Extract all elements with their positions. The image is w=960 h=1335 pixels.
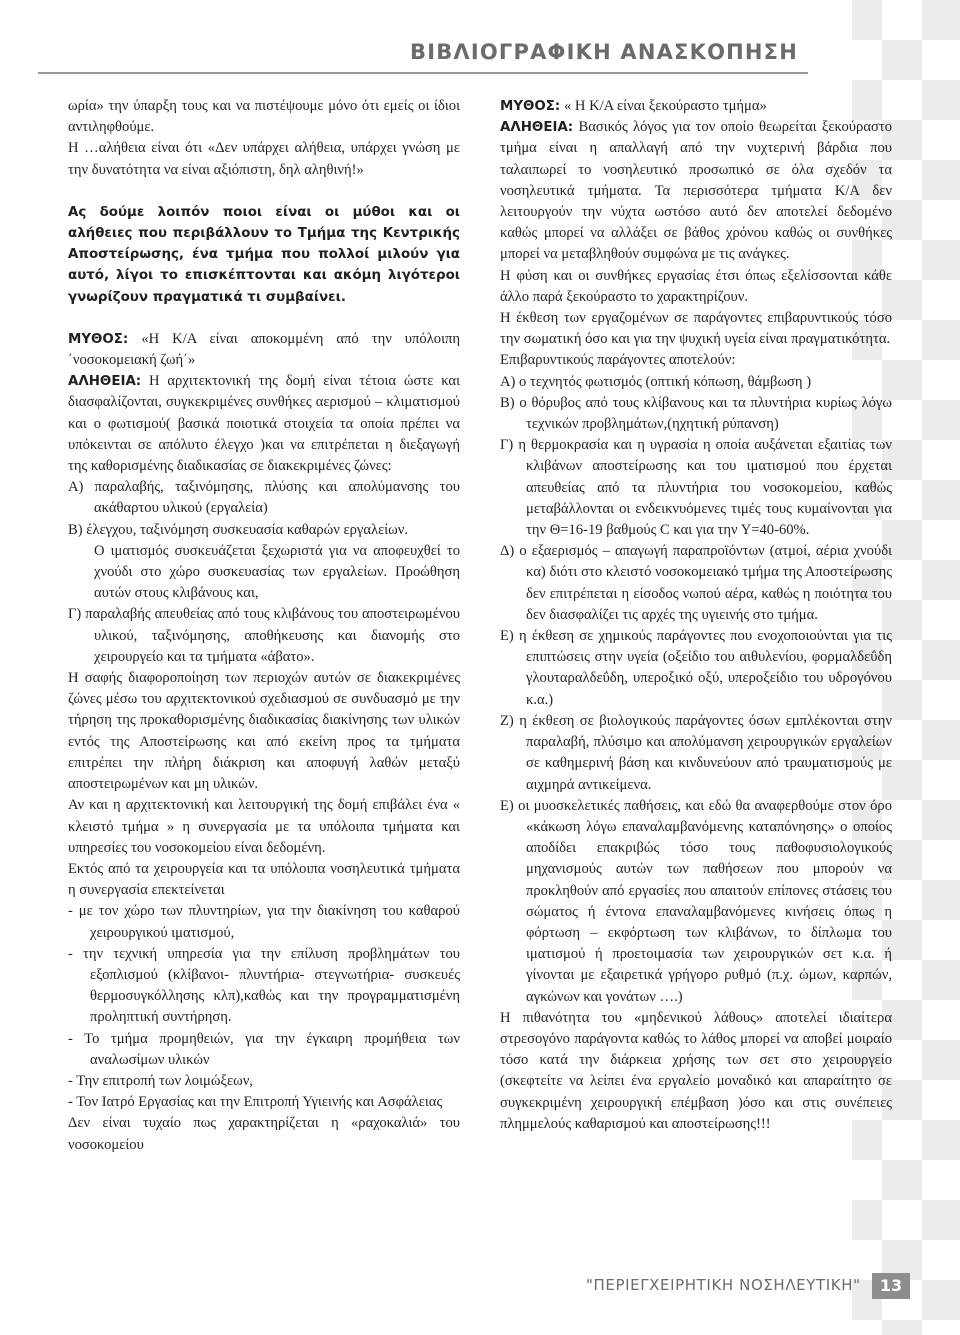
dash-item: - Το τμήμα προμηθειών, για την έγκαιρη προμήθεια των αναλωσίμων υλικών [68, 1030, 460, 1068]
list-item: Ε) οι μυοσκελετικές παθήσεις, και εδώ θα αναφερθούμε στον όρο «κάκωση λόγω επαναλαμβανόμενης καταπόνησης» ο οποίος αποδίδει επακριβώς τόσο τους παθοφυσιολογικούς μηχανισμούς αυτών των παθήσεων που μπορούν να προκληθούν από εργασίες που απαιτούν επίπονες στάσεις του σώματος ή έντονα επαναλαμβανόμενες κινήσεις όπως η φόρτωση – εκφόρτωση των κλιβάνων, το δίπλωμα του ιματισμού ή προετοιμασία των χειρουργικών σετ κ.α. ή γίνονται με εξαιρετικά γρήγορο ρυθμό (π.χ. ώμων, καρπών, αγκώνων και γονάτων ….) [500, 797, 892, 1005]
truth-text: Η αρχιτεκτονική της δομή είναι τέτοια ώστε και διασφαλίζονται, συγκεκριμένες συνθήκες αερισμού – κλιματισμού και ο φωτισμού( βασικά ποιοτικά στοιχεία τα οποία πρέπει να υπόκεινται σε απόλυτο έλεγχο )και να επιτρέπεται η διεξαγωγή της καθορισμένης διαδικασίας σε διακεκριμένες ζώνες: [68, 373, 460, 475]
section-title: ΒΙΒΛΙΟΓΡΑΦΙΚΗ ΑΝΑΣΚΟΠΗΣΗ [409, 40, 798, 64]
decor-square [882, 1320, 922, 1335]
decor-square [852, 1200, 882, 1240]
paragraph: Δεν είναι τυχαίο πως χαρακτηρίζεται η «ραχοκαλιά» του νοσοκομείου [68, 1115, 460, 1153]
decor-square [922, 960, 960, 1000]
decor-square [922, 560, 960, 600]
lead-paragraph: Ας δούμε λοιπόν ποιοι είναι οι μύθοι και οι αλήθειες που περιβάλλουν το Τμήμα της Κεντρικής Αποστείρωσης, ένα τμήμα που πολλοί μιλούν για αυτό, λίγοι το επισκέπτονται και ακόμη λιγότεροι γνωρίζουν πραγματικά τι συμβαίνει. [68, 204, 460, 305]
decor-square [922, 720, 960, 760]
list-item: Ζ) η έκθεση σε βιολογικούς παράγοντες όσων εμπλέκονται στην παραλαβή, πλύσιμο και απολύμανση χειρουργικών εργαλείων σε καθημερινή βάση και κινδυνεύουν από τραυματισμούς με αιχμηρά αντικείμενα. [500, 712, 892, 793]
myth-label: ΜΥΘΟΣ: [500, 99, 561, 114]
list-item: Α) παραλαβής, ταξινόμησης, πλύσης και απολύμανσης του ακάθαρτου υλικού (εργαλεία) [68, 479, 460, 517]
truth-label: ΑΛΗΘΕΙΑ: [500, 120, 574, 136]
decor-square [882, 1160, 922, 1200]
decor-square [852, 0, 882, 40]
paragraph: Αν και η αρχιτεκτονική και λειτουργική της δομή επιβάλει ένα « κλειστό τμήμα » η συνεργασία με τα υπόλοιπα τμήματα και υπηρεσίες του νοσοκομείου είναι δεδομένη. [68, 797, 460, 856]
dash-item: - την τεχνική υπηρεσία για την επίλυση προβλημάτων του εξοπλισμού (κλίβανοι- πλυντήρια- στεγνωτήρια- συσκευές θερμοσυγκόλλησης κλπ),καθώς και την προγραμματισμένη προληπτική συντήρηση. [68, 945, 460, 1026]
paragraph: Η έκθεση των εργαζομένων σε παράγοντες επιβαρυντικούς τόσο την σωματική όσο και για την ψυχική υγεία είναι πραγματικότητα. [500, 310, 892, 348]
decor-square [922, 0, 960, 40]
list-item: Β) έλεγχου, ταξινόμηση συσκευασία καθαρών εργαλείων. [68, 521, 408, 538]
truth-statement [500, 117, 892, 265]
myth-text: «Η Κ/Α είναι αποκομμένη από την υπόλοιπη ΄νοσοκομειακή ζωή΄» [68, 330, 460, 369]
decor-square [922, 640, 960, 680]
paragraph: Η …αλήθεια είναι ότι «Δεν υπάρχει αλήθεια, υπάρχει γνώση με την δυνατότητα να είναι αξιόπιστη, δηλ αληθινή!» [68, 140, 460, 178]
paragraph: Επιβαρυντικούς παράγοντες αποτελούν: [500, 352, 736, 369]
decor-square [922, 240, 960, 280]
decor-square [922, 320, 960, 360]
dash-item: - Τον Ιατρό Εργασίας και την Επιτροπή Υγιεινής και Ασφάλειας [68, 1094, 443, 1111]
paragraph: Η σαφής διαφοροποίηση των περιοχών αυτών σε διακεκριμένες ζώνες μέσω του αρχιτεκτονικού σχεδιασμού σε συνδυασμό με την τήρηση της προκαθορισμένης διαδικασίας διακίνησης των υλικών εντός της Αποστείρωσης και από εκείνη προς τα τμήματα επιτρέπει την πλήρη διάκριση και αποφυγή λαθών μεταξύ αποστειρωμένων και μη υλικών. [68, 670, 460, 793]
decor-square [922, 400, 960, 440]
list-item: Ε) η έκθεση σε χημικούς παράγοντες που ενοχοποιούνται για τις επιπτώσεις στην υγεία (οξείδιο του αιθυλενίου, φορμαλδεΰδη γλουταραλδεΰδη, υπεροξικό οξύ, υπεροξείδιο του υδρογόνου κ.α.) [500, 628, 892, 708]
truth-label: ΑΛΗΘΕΙΑ: [68, 374, 142, 390]
list-item: Β) ο θόρυβος από τους κλίβανους και τα πλυντήρια κυρίως λόγω τεχνικών προβλημάτων,(ηχητική ρύπανση) [500, 394, 892, 433]
list-item: Α) ο τεχνητός φωτισμός (οπτική κόπωση, θάμβωση ) [500, 373, 812, 390]
myth-text: « Η Κ/Α είναι ξεκούραστο τμήμα» [560, 98, 767, 114]
truth-statement [68, 371, 460, 477]
decor-square [922, 880, 960, 920]
right-column [500, 96, 892, 1135]
truth-text: Βασικός λόγος για τον οποίο θεωρείται ξεκούραστο τμήμα είναι η απαλλαγή από την νυχτερινή βάρδια που ταλαιπωρεί το νοσηλευτικό προσωπικό σε όλα σχεδόν τα νοσηλευτικά τμήματα. Τα περισσότερα τμήματα Κ/Α δεν λειτουργούν την νύχτα ωστόσο αυτό δεν αποτελεί δεδομένο καθώς μπορεί να αλλάξει σε βάθος χρόνου καθώς οι συνθήκες μπορεί να μεταβληθούν συμφώνα με τις ανάγκες. [500, 119, 892, 263]
left-column [68, 96, 460, 1156]
decor-square [922, 800, 960, 840]
myth-label: ΜΥΘΟΣ: [68, 331, 129, 347]
decor-square [922, 160, 960, 200]
decor-square [922, 480, 960, 520]
myth-statement [500, 96, 892, 117]
list-item: Δ) ο εξαερισμός – απαγωγή παραπροϊόντων (ατμοί, αέρια χνούδι κα) διότι στο κλειστό νοσοκομειακό τμήμα της Αποστείρωσης δεν επιτρέπεται η είσοδος νωπού αέρα, καθώς η ποιότητα του δεν διασφαλίζει τις αρχές της υγιεινής στο τμήμα. [500, 543, 892, 623]
list-note: Ο ιματισμός συσκευάζεται ξεχωριστά για να αποφευχθεί το χνούδι στο χώρο συσκευασίας των εργαλείων. Προώθηση αυτών στους κλιβάνους και, [94, 542, 460, 602]
list-item: Γ) η θερμοκρασία και η υγρασία η οποία αυξάνεται εξαιτίας των κλιβάνων αποστείρωσης και του ιματισμού που έρχεται απευθείας από τα πλυντήρια του νοσοκομείου, καθώς μεταβάλλονται οι ενδεικνυόμενες τιμές τους κυμαίνονται για την Θ=16-19 βαθμούς C και για την Υ=40-60%. [500, 437, 892, 539]
page-number: 13 [872, 1273, 910, 1299]
journal-name: "ΠΕΡΙΕΓΧΕΙΡΗΤΙΚΗ ΝΟΣΗΛΕΥΤΙΚΗ" [586, 1276, 861, 1294]
decor-square [922, 1280, 960, 1320]
paragraph: Η φύση και οι συνθήκες εργασίας έτσι όπως εξελίσσονται κάθε άλλο παρά ξεκούραστο το χαρακτηρίζουν. [500, 267, 892, 305]
dash-item: - Την επιτροπή των λοιμώξεων, [68, 1072, 253, 1089]
decor-square [922, 1200, 960, 1240]
paragraph: Η πιθανότητα του «μηδενικού λάθους» αποτελεί ιδιαίτερα στρεσογόνο παράγοντα καθώς το λάθος μπορεί να αποβεί μοιραίο τόσο κατά την διάρκεια χρήσης των σετ στο χειρουργείο (σκεφτείτε να λείπει ένα εργαλείο μοναδικό και απαραίτητο σε συγκεκριμένη χειρουργική επέμβαση )όσο και στις συνέπειες πλημμελούς καθαρισμού και αποστείρωσης!!! [500, 1009, 892, 1132]
paragraph: Εκτός από τα χειρουργεία και τα υπόλοιπα νοσηλευτικά τμήματα η συνεργασία επεκτείνεται [68, 860, 460, 899]
decor-square [922, 1120, 960, 1160]
decor-square [922, 80, 960, 120]
list-item: Γ) παραλαβής απευθείας από τους κλιβάνους του αποστειρωμένου υλικού, ταξινόμησης, αποθήκευσης και διανομής στο χειρουργείο και τα τμήματα «άβατο». [68, 606, 460, 665]
decor-square [922, 1040, 960, 1080]
myth-statement [68, 329, 460, 371]
paragraph: ωρία» την ύπαρξη τους και να πιστέψουμε μόνο ότι εμείς οι ίδιοι αντιληφθούμε. [68, 98, 460, 136]
dash-item: - με τον χώρο των πλυντηρίων, για την διακίνηση του καθαρού χειρουργικού ιματισμού, [68, 903, 460, 941]
header-divider [38, 72, 808, 74]
decor-square [882, 40, 922, 80]
